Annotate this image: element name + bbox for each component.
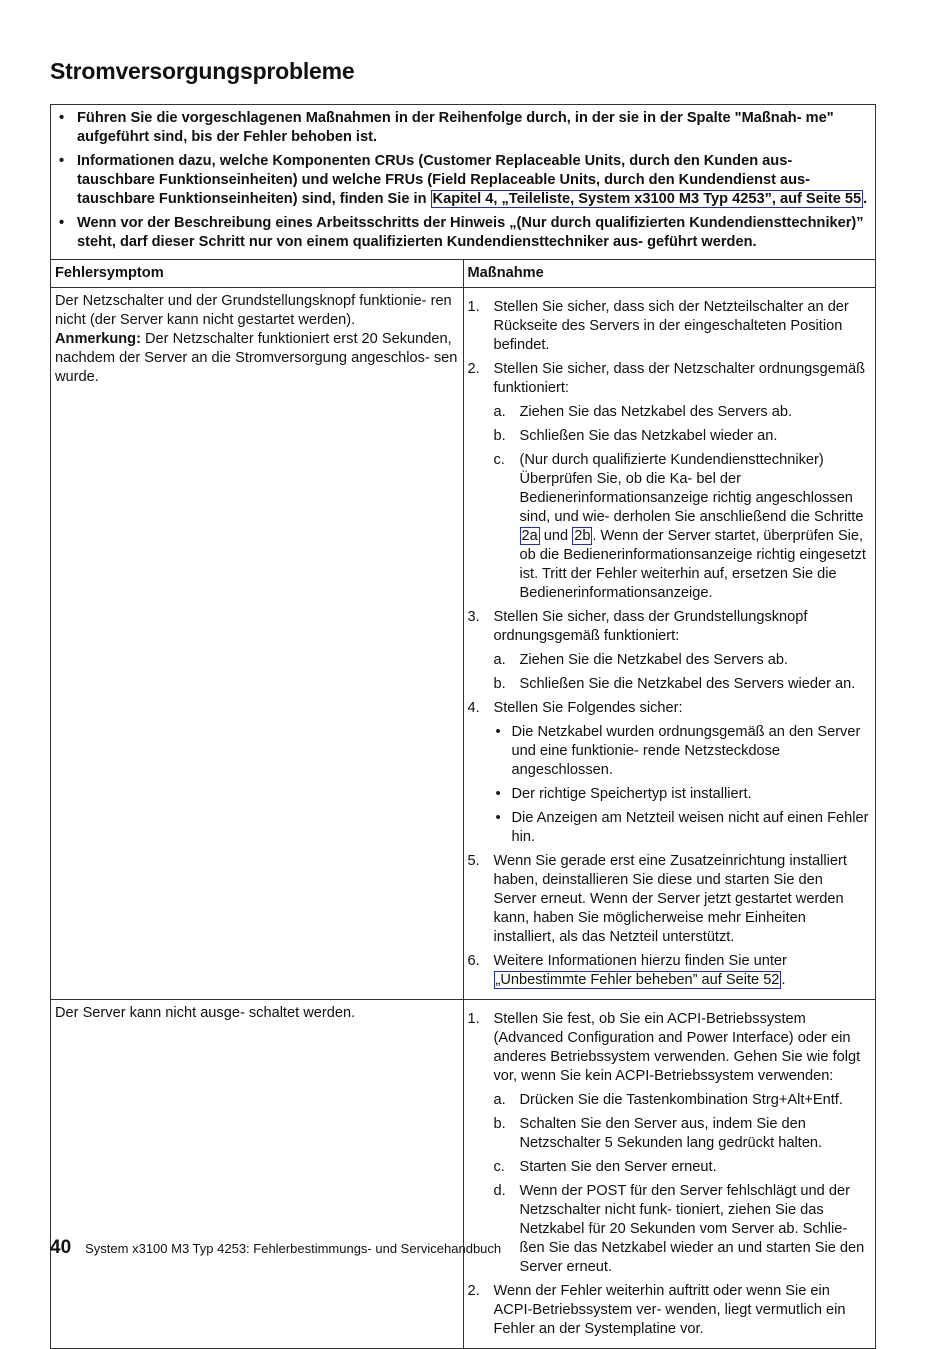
sub-step-text: Drücken Sie die Tastenkombination Strg+Alt+Entf.	[519, 1092, 843, 1108]
step-number: 5.	[467, 853, 480, 869]
step-number: 4.	[467, 700, 480, 716]
list-item	[468, 608, 870, 694]
list-item	[494, 785, 870, 804]
step-text: Stellen Sie sicher, dass der Grundstellungsknopf ordnungsgemäß funktioniert:	[493, 609, 808, 644]
list-item	[468, 360, 870, 603]
sub-steps-list	[494, 403, 870, 603]
bullet-text: Die Anzeigen am Netzteil weisen nicht auf einen Fehler hin.	[511, 810, 869, 845]
page-footer	[50, 1237, 501, 1259]
list-item	[468, 1282, 870, 1339]
footer-doc-title: System x3100 M3 Typ 4253: Fehlerbestimmungs- und Servicehandbuch	[85, 1241, 502, 1256]
page-title: Stromversorgungsprobleme	[50, 58, 355, 84]
table-row	[51, 288, 876, 1000]
note-cru-fru-end: .	[863, 191, 868, 207]
step-number: 1.	[467, 299, 480, 315]
sub-step-text: Wenn der POST für den Server fehlschlägt und der Netzschalter nicht funk- tioniert, ziehen Sie das Netzkabel für 20 Sekunden vom Server ab. Schlie- ßen Sie das Netzkabel wieder an und starten Sie den Server erneut.	[519, 1183, 865, 1275]
step-number: 2.	[467, 1283, 480, 1299]
general-notes-row	[51, 105, 876, 260]
list-item	[494, 675, 870, 694]
sub-step-letter: a.	[493, 404, 506, 420]
bullet-text: Der richtige Speichertyp ist installiert.	[511, 786, 752, 802]
sub-step-text: . Wenn der Server startet, überprüfen Sie, ob die Bedienerinformationsanzeige richtig eingesetzt ist. Tritt der Fehler weiterhin auf, ersetzen Sie die Bedienerinformationsanzeige.	[519, 528, 866, 601]
sub-step-text: Schließen Sie das Netzkabel wieder an.	[519, 428, 778, 444]
column-header-action: Maßnahme	[463, 260, 876, 288]
sub-steps-list	[494, 651, 870, 694]
table-header-row	[51, 260, 876, 288]
bullet-text: Die Netzkabel wurden ordnungsgemäß an den Server und eine funktionie- rende Netzsteckdose angeschlossen.	[511, 724, 861, 778]
list-item	[468, 699, 870, 847]
list-item	[494, 723, 870, 780]
sub-step-letter: d.	[493, 1183, 506, 1199]
step-text: Weitere Informationen hierzu finden Sie unter	[493, 953, 787, 969]
step-text: Wenn Sie gerade erst eine Zusatzeinrichtung installiert haben, deinstallieren Sie diese und starten Sie den Server erneut. Wenn der Server jetzt gestartet werden kann, haben Sie möglicherweise mehr Einheiten installiert, als das Netzteil unterstützt.	[493, 853, 847, 945]
action-cell-power-button	[463, 288, 876, 1000]
sub-step-text: und	[539, 528, 573, 544]
sub-steps-list	[494, 1091, 870, 1277]
step-number: 1.	[467, 1011, 480, 1027]
table-row	[51, 1000, 876, 1349]
sub-step-text: Schalten Sie den Server aus, indem Sie den Netzschalter 5 Sekunden lang gedrückt halten.	[519, 1116, 823, 1151]
list-item	[468, 298, 870, 355]
step-2a-link[interactable]: 2a	[521, 528, 538, 544]
sub-step-letter: b.	[493, 676, 506, 692]
sub-step-text: Starten Sie den Server erneut.	[519, 1159, 717, 1175]
bullet-icon: •	[495, 810, 501, 826]
list-item	[494, 451, 870, 603]
sub-step-text: (Nur durch qualifizierte Kundendiensttechniker) Überprüfen Sie, ob die Ka- bel der Bedienerinformationsanzeige richtig angeschlossen sind, und wie- derholen Sie anschließend die Schritte	[519, 452, 864, 525]
action-steps-list	[468, 298, 870, 990]
power-problems-table	[50, 104, 876, 1349]
step-text: Stellen Sie fest, ob Sie ein ACPI-Betriebssystem (Advanced Configuration and Power Interface) oder ein anderes Betriebssystem verwenden. Gehen Sie wie folgt vor, wenn Sie kein ACPI-Betriebssystem verwenden:	[493, 1011, 861, 1084]
undetermined-problems-link[interactable]: „Unbestimmte Fehler beheben” auf Seite 52	[495, 972, 780, 988]
sub-step-letter: b.	[493, 1116, 506, 1132]
action-steps-list	[468, 1010, 870, 1339]
list-item	[494, 403, 870, 422]
step-text: Stellen Sie sicher, dass sich der Netzteilschalter an der Rückseite des Servers in der eingeschalteten Position befindet.	[493, 299, 849, 353]
general-notes-cell	[51, 105, 876, 260]
symptom-cell-power-button	[51, 288, 464, 1000]
note-cru-fru-text: Informationen dazu, welche Komponenten CRUs (Customer Replaceable Units, durch den Kunden aus- tauschbare Funktionseinheiten) und welche FRUs (Field Replaceable Units, durch den Kundendienst aus- tauschbare Funktionseinheiten) sind, finden Sie in	[77, 153, 811, 207]
list-item	[468, 952, 870, 990]
symptom-cell-cannot-power-off	[51, 1000, 464, 1349]
bullet-list	[494, 723, 870, 847]
symptom-text: Der Server kann nicht ausge- schaltet werden.	[55, 1005, 356, 1021]
list-item	[494, 1091, 870, 1110]
step-text: Stellen Sie sicher, dass der Netzschalter ordnungsgemäß funktioniert:	[493, 361, 866, 396]
sub-step-text: Ziehen Sie das Netzkabel des Servers ab.	[519, 404, 793, 420]
step-number: 3.	[467, 609, 480, 625]
chapter-4-parts-list-link[interactable]: Kapitel 4, „Teileliste, System x3100 M3 Typ 4253”, auf Seite 55	[432, 191, 862, 207]
list-item	[494, 1158, 870, 1177]
note-qualified-technician: • Wenn vor der Beschreibung eines Arbeitsschritts der Hinweis „(Nur durch qualifizierten Kundendiensttechniker)” steht, darf dieser Schritt nur von einem qualifizierten Kundendiensttechniker aus- geführt werden.	[55, 214, 871, 252]
list-item	[468, 852, 870, 947]
step-number: 6.	[467, 953, 480, 969]
step-number: 2.	[467, 361, 480, 377]
list-item	[494, 1182, 870, 1277]
sub-step-letter: b.	[493, 428, 506, 444]
note-order-of-actions: • Führen Sie die vorgeschlagenen Maßnahmen in der Reihenfolge durch, in der sie in der Spalte "Maßnah- me" aufgeführt sind, bis der Fehler behoben ist.	[55, 109, 871, 147]
symptom-text: Der Netzschalter und der Grundstellungsknopf funktionie- ren nicht (der Server kann nicht gestartet werden).	[55, 293, 452, 328]
list-item	[494, 809, 870, 847]
list-item	[494, 427, 870, 446]
page-number: 40	[50, 1237, 72, 1258]
sub-step-letter: c.	[493, 1159, 505, 1175]
general-notes-list	[55, 109, 871, 252]
bullet-icon: •	[495, 786, 501, 802]
list-item	[494, 651, 870, 670]
sub-step-text: Schließen Sie die Netzkabel des Servers wieder an.	[519, 676, 856, 692]
step-text: Wenn der Fehler weiterhin auftritt oder wenn Sie ein ACPI-Betriebssystem ver- wenden, liegt vermutlich ein Fehler an der Systemplatine vor.	[493, 1283, 846, 1337]
sub-step-letter: a.	[493, 652, 506, 668]
note-label: Anmerkung:	[55, 331, 141, 347]
note-cru-fru-info	[55, 152, 871, 209]
step-text: Stellen Sie Folgendes sicher:	[493, 700, 683, 716]
bullet-icon: •	[495, 724, 501, 740]
sub-step-letter: c.	[493, 452, 505, 468]
step-text: .	[781, 972, 786, 988]
sub-step-text: Ziehen Sie die Netzkabel des Servers ab.	[519, 652, 789, 668]
list-item	[494, 1115, 870, 1153]
list-item	[468, 1010, 870, 1277]
action-cell-cannot-power-off	[463, 1000, 876, 1349]
sub-step-letter: a.	[493, 1092, 506, 1108]
note-text: Der Netzschalter funktioniert erst 20 Sekunden, nachdem der Server an die Stromversorgung angeschlos- sen wurde.	[55, 331, 458, 385]
step-2b-link[interactable]: 2b	[574, 528, 591, 544]
column-header-symptom: Fehlersymptom	[51, 260, 464, 288]
